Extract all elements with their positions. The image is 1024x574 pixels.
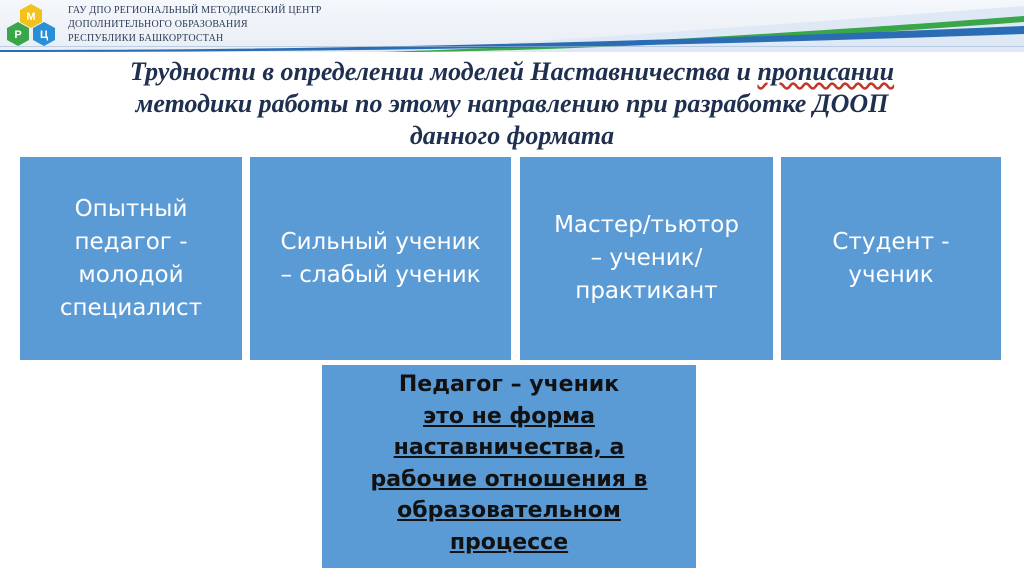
model-card-student: Студент - ученик: [781, 157, 1001, 360]
note-line-3: наставничества, а: [393, 435, 625, 460]
title-line-3: данного формата: [409, 121, 615, 150]
note-box-teacher-student: [322, 365, 696, 568]
org-line-1: ГАУ ДПО РЕГИОНАЛЬНЫЙ МЕТОДИЧЕСКИЙ ЦЕНТР: [68, 5, 322, 16]
note-line-1: Педагог – ученик: [398, 372, 620, 397]
note-line-4: рабочие отношения в: [370, 466, 648, 492]
title-line-2: методики работы по этому направлению при разработке ДООП: [135, 89, 889, 118]
model-card-master-tutor: Мастер/тьютор – ученик/ практикант: [520, 157, 773, 360]
note-line-5: образовательном: [397, 498, 621, 523]
note-line-2: это не форма: [423, 403, 595, 429]
logo-letter-r: Р: [14, 29, 22, 41]
org-line-2: ДОПОЛНИТЕЛЬНОГО ОБРАЗОВАНИЯ: [68, 19, 248, 30]
slide-title: [10, 56, 1014, 152]
logo-letter-c: Ц: [39, 29, 49, 41]
logo-letter-m: М: [26, 11, 36, 23]
rmc-logo: [4, 2, 58, 48]
model-card-strong-student: Сильный ученик – слабый ученик: [250, 157, 511, 360]
model-card-experienced-teacher: Опытный педагог - молодой специалист: [20, 157, 242, 360]
organization-name: [68, 4, 322, 46]
note-line-6: процессе: [449, 529, 569, 555]
header-banner: [0, 0, 1024, 52]
org-line-3: РЕСПУБЛИКИ БАШКОРТОСТАН: [68, 33, 224, 44]
title-line-1: Трудности в определении моделей Наставничества и прописании: [129, 57, 895, 86]
